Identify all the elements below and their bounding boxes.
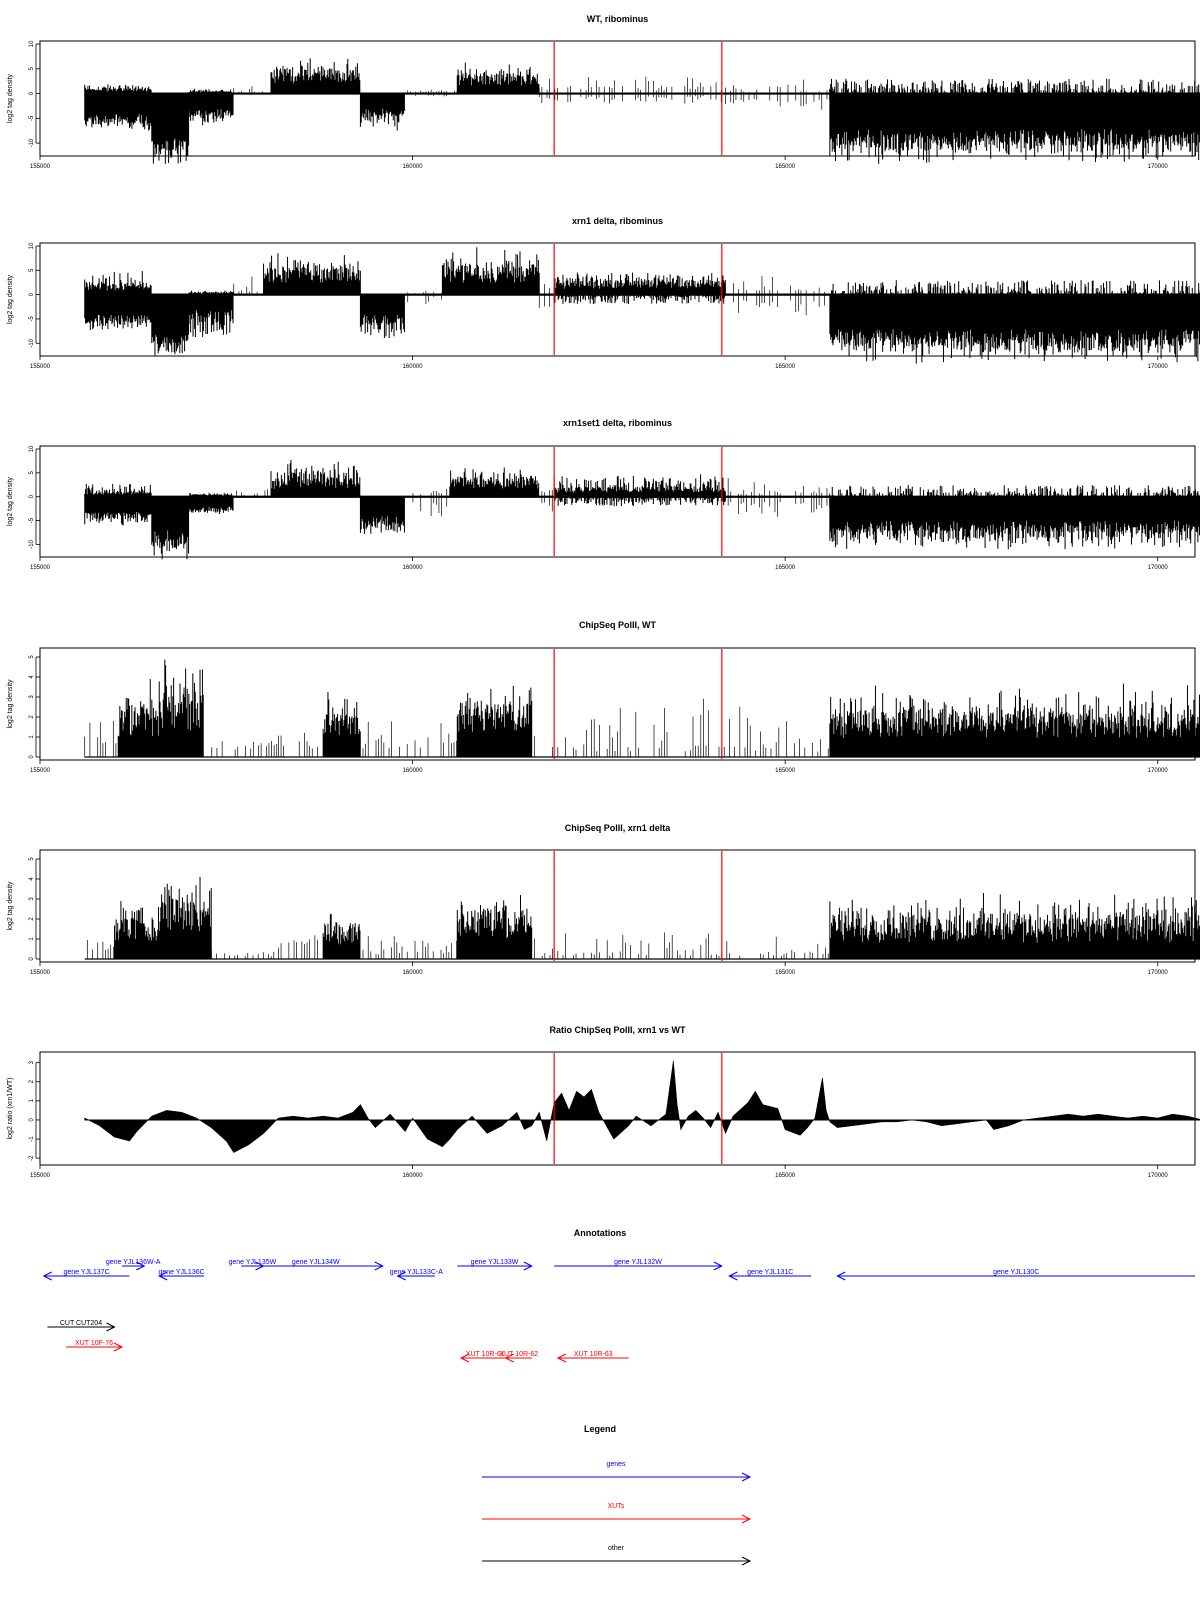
signal-segment (830, 485, 1200, 549)
data-marks (85, 660, 1200, 757)
x-tick-label: 160000 (402, 565, 423, 571)
y-tick-label: 5 (29, 268, 35, 272)
data-marks (85, 877, 1200, 959)
panel-title: xrn1set1 delta, ribominus (562, 418, 673, 428)
feature-label: gene YJL137C (63, 1269, 110, 1276)
panel-4 (36, 648, 1200, 764)
signal-segment (271, 460, 360, 497)
y-tick-label: 0 (29, 292, 35, 297)
signal-segment (554, 273, 725, 305)
feature-label: gene YJL132W (614, 1259, 662, 1266)
feature-gene[interactable] (44, 1269, 130, 1280)
feature-xut[interactable] (558, 1351, 629, 1362)
signal-segment (278, 935, 317, 959)
x-tick-label: 170000 (1147, 364, 1168, 370)
signal-segment (542, 490, 552, 511)
y-axis-label: log2 tag density (7, 881, 14, 931)
panel-1 (36, 41, 1200, 164)
x-tick-label: 155000 (29, 1173, 51, 1179)
panel-5 (36, 850, 1200, 966)
feature-xut[interactable] (66, 1340, 122, 1351)
y-tick-label: -10 (29, 338, 35, 348)
legend-item-other (482, 1545, 750, 1565)
legend-label: genes (606, 1461, 626, 1468)
legend-item-gene (482, 1461, 750, 1481)
y-tick-label: 10 (29, 40, 35, 48)
signal-segment (534, 699, 828, 757)
legend-arrow (482, 1515, 750, 1523)
legend-label: XUTs (607, 1503, 625, 1510)
y-tick-label: 4 (29, 877, 35, 881)
y-tick-label: 5 (29, 67, 35, 71)
feature-xut[interactable] (499, 1351, 538, 1362)
y-tick-label: 0 (29, 91, 35, 96)
panel-6 (36, 1052, 1200, 1169)
panel-2 (36, 243, 1200, 364)
signal-segment (457, 63, 539, 94)
signal-segment (159, 660, 203, 757)
x-tick-label: 170000 (1147, 970, 1168, 976)
y-tick-label: 3 (29, 897, 35, 901)
data-marks (85, 460, 1200, 559)
signal-segment (323, 914, 360, 959)
signal-segment (87, 940, 113, 959)
y-axis-label: log2 ratio (xrn1/WT) (7, 1077, 14, 1140)
data-marks (85, 1061, 1200, 1153)
panel-title: Ratio ChipSeq PolII, xrn1 vs WT (549, 1025, 686, 1035)
feature-label: gene YJL136W-A (105, 1259, 161, 1266)
panel-title: ChipSeq PolII, WT (579, 620, 656, 630)
signal-segment (85, 484, 151, 526)
signal-segment (360, 721, 456, 757)
signal-segment (85, 84, 151, 130)
signal-segment (539, 284, 549, 308)
x-tick-label: 155000 (29, 364, 51, 370)
y-tick-label: -5 (29, 115, 35, 121)
y-tick-label: 1 (29, 1099, 35, 1103)
y-tick-label: -5 (29, 517, 35, 524)
x-tick-label: 155000 (29, 768, 51, 774)
y-tick-label: 2 (29, 715, 35, 719)
signal-segment (236, 489, 267, 496)
signal-segment (118, 679, 159, 757)
y-tick-label: 1 (29, 937, 35, 941)
feature-label: CUT CUT204 (59, 1320, 103, 1327)
signal-segment (278, 733, 317, 757)
legend-label: other (608, 1545, 624, 1552)
feature-gene[interactable] (158, 1269, 204, 1280)
signal-segment (152, 94, 189, 164)
feature-label: gene YJL130C (993, 1269, 1040, 1276)
signal-segment (234, 277, 257, 295)
x-tick-label: 165000 (775, 768, 796, 774)
signal-segment (408, 291, 442, 304)
ratio-area (85, 1061, 1200, 1153)
x-tick-label: 160000 (402, 1173, 423, 1179)
y-tick-label: 0 (29, 755, 35, 759)
x-tick-label: 165000 (775, 164, 796, 170)
panel-title: xrn1 delta, ribominus (571, 216, 664, 226)
feature-gene[interactable] (457, 1259, 532, 1270)
feature-gene[interactable] (729, 1269, 811, 1280)
signal-segment (85, 271, 151, 330)
data-marks (85, 58, 1200, 163)
signal-segment (457, 686, 531, 757)
data-marks (85, 247, 1200, 363)
signal-segment (830, 280, 1200, 364)
panel-3 (36, 446, 1200, 561)
feature-label: gene YJL136C (158, 1269, 205, 1276)
feature-label: gene YJL133C-A (389, 1269, 443, 1276)
signal-segment (323, 692, 360, 757)
signal-segment (360, 94, 404, 131)
feature-gene[interactable] (106, 1259, 161, 1270)
x-tick-label: 165000 (775, 1173, 796, 1179)
y-tick-label: 10 (29, 242, 35, 250)
y-tick-label: -10 (29, 540, 35, 549)
y-tick-label: 5 (29, 857, 35, 861)
y-tick-label: -10 (29, 138, 35, 148)
feature-label: gene YJL133W (470, 1259, 519, 1266)
signal-segment (85, 721, 116, 757)
signal-segment (554, 474, 725, 506)
legend-item-xut (482, 1503, 750, 1523)
y-tick-label: 0 (29, 1118, 35, 1122)
x-tick-label: 170000 (1147, 164, 1168, 170)
legend-title: Legend (583, 1424, 617, 1434)
signal-segment (457, 895, 531, 959)
x-tick-label: 170000 (1147, 565, 1168, 571)
x-tick-label: 155000 (29, 970, 51, 976)
feature-label: gene YJL135W (228, 1259, 277, 1266)
signal-segment (211, 949, 273, 959)
feature-gene[interactable] (837, 1269, 1195, 1280)
signal-segment (830, 79, 1200, 164)
legend-arrow (482, 1557, 750, 1565)
x-tick-label: 165000 (775, 970, 796, 976)
feature-label: gene YJL131C (747, 1269, 794, 1276)
feature-label: XUT 10R-62 (499, 1351, 539, 1358)
x-tick-label: 170000 (1147, 1173, 1168, 1179)
feature-gene[interactable] (390, 1269, 444, 1280)
feature-gene[interactable] (554, 1259, 722, 1270)
signal-segment (534, 932, 828, 959)
feature-other[interactable] (47, 1320, 114, 1331)
annotations-panel (44, 1259, 1195, 1362)
x-tick-label: 160000 (402, 164, 423, 170)
y-tick-label: 2 (29, 1080, 35, 1084)
feature-label: XUT 10R-61 (465, 1351, 505, 1358)
feature-label: XUT 10R-63 (573, 1351, 613, 1358)
y-tick-label: 0 (29, 957, 35, 961)
signal-segment (450, 467, 539, 496)
x-tick-label: 160000 (402, 970, 423, 976)
y-tick-label: 1 (29, 735, 35, 739)
y-tick-label: 0 (29, 495, 35, 499)
signal-segment (830, 684, 1200, 757)
x-tick-label: 170000 (1147, 768, 1168, 774)
y-axis-label: log2 tag density (7, 73, 14, 124)
y-tick-label: -2 (29, 1155, 35, 1161)
legend (482, 1461, 750, 1565)
feature-label: gene YJL134W (291, 1259, 340, 1266)
signal-segment (271, 58, 360, 93)
y-tick-label: 3 (29, 695, 35, 699)
signal-segment (726, 80, 830, 110)
signal-segment (442, 247, 539, 294)
x-tick-label: 165000 (775, 364, 796, 370)
y-tick-label: 3 (29, 1060, 35, 1065)
x-tick-label: 160000 (402, 768, 423, 774)
plot-frame (40, 1052, 1195, 1165)
signal-segment (159, 877, 211, 959)
panel-title: ChipSeq PolII, xrn1 delta (564, 823, 671, 833)
signal-segment (360, 295, 404, 338)
signal-segment (830, 893, 1200, 959)
x-tick-label: 155000 (29, 565, 51, 571)
x-tick-label: 155000 (29, 164, 51, 170)
y-tick-label: 5 (29, 471, 35, 475)
y-axis-label: log2 tag density (7, 476, 14, 527)
y-tick-label: -5 (29, 316, 35, 322)
signal-segment (363, 936, 457, 959)
signal-segment (360, 497, 404, 534)
signal-segment (189, 290, 233, 337)
y-tick-label: 5 (29, 655, 35, 659)
feature-gene[interactable] (228, 1259, 276, 1270)
feature-label: XUT 10F-76 (75, 1340, 114, 1347)
signal-segment (212, 741, 277, 757)
signal-segment (264, 253, 361, 294)
y-tick-label: 4 (29, 675, 35, 679)
signal-segment (115, 901, 159, 959)
signal-segment (539, 77, 721, 104)
y-axis-label: log2 tag density (7, 679, 14, 729)
signal-segment (413, 489, 447, 516)
annotations-title: Annotations (573, 1228, 627, 1238)
y-tick-label: 2 (29, 917, 35, 921)
panel-title: WT, ribominus (586, 14, 649, 24)
signal-segment (152, 295, 189, 356)
x-tick-label: 160000 (402, 364, 423, 370)
y-tick-label: 10 (29, 445, 35, 453)
y-tick-label: -1 (29, 1136, 35, 1142)
signal-segment (152, 497, 189, 560)
y-axis-label: log2 tag density (7, 274, 14, 325)
legend-arrow (482, 1473, 750, 1481)
x-tick-label: 165000 (775, 565, 796, 571)
